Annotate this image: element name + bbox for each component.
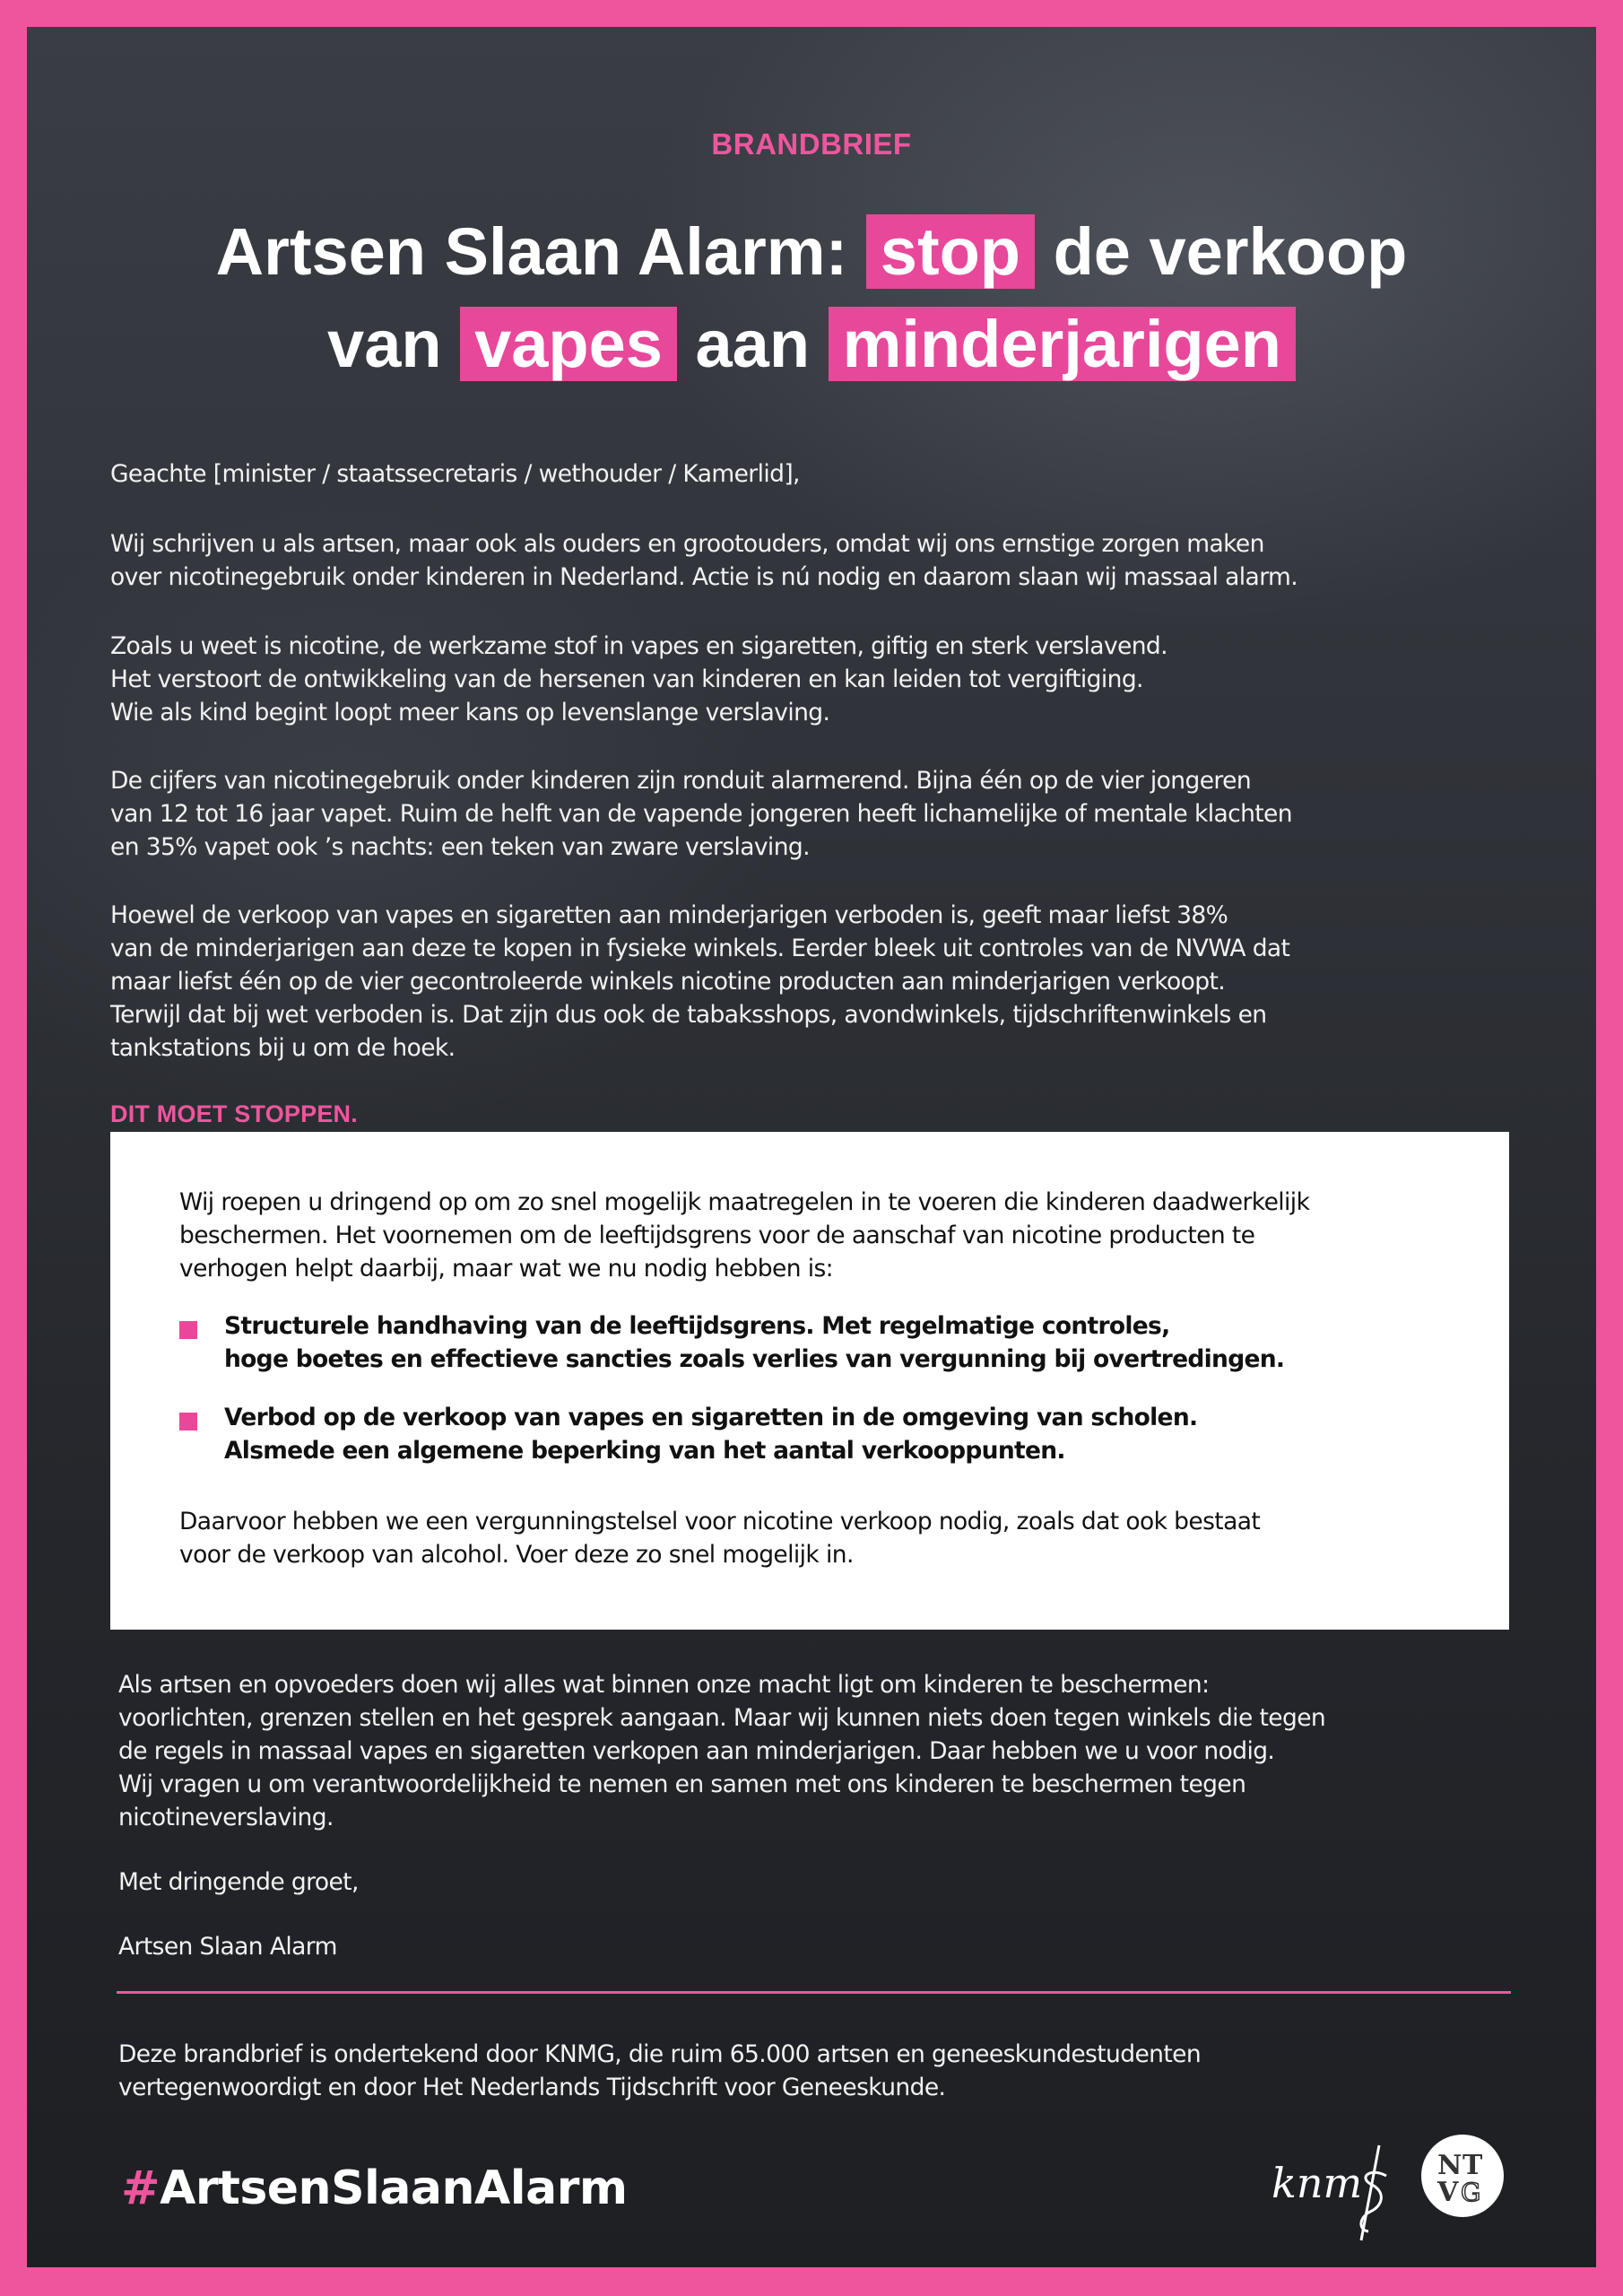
pink-square-bullet-icon — [179, 1413, 197, 1431]
title-text: Artsen Slaan Alarm: — [215, 214, 848, 289]
ntvg-logo-icon — [1421, 2135, 1504, 2217]
closing-paragraph: Als artsen en opvoeders doen wij alles wat binnen onze macht ligt om kinderen te beschermen: voorlichten, grenzen stellen en het gesprek aangaan. Maar wij kunnen niets doen tegen winkels die tegen de regels in massaal vapes en sigaretten verkopen aan minderjarigen. Daar hebben we u voor nodig. Wij vragen u om verantwoordelijkheid te nemen en samen met ons kinderen te beschermen tegen nicotineverslaving. — [118, 1671, 1326, 1831]
greeting: Met dringende groet, — [118, 1868, 359, 1896]
bullet-item-1: Structurele handhaving van de leeftijdsgrens. Met regelmatige controles, hoge boetes en effectieve sancties zoals verlies van vergunning bij overtredingen. — [224, 1312, 1285, 1373]
demands-box — [110, 1132, 1509, 1630]
ntvg-logo — [1421, 2135, 1504, 2217]
svg-text:G: G — [1461, 2178, 1481, 2207]
svg-text:T: T — [1462, 2150, 1483, 2181]
hash-symbol: # — [121, 2161, 161, 2215]
box-intro: Wij roepen u dringend op om zo snel mogelijk maatregelen in te voeren die kinderen daadwerkelijk beschermen. Het voornemen om de leeftijdsgrens voor de aanschaf van nicotine producten te verhogen helpt daarbij, maar wat we nu nodig hebben is: — [179, 1188, 1310, 1283]
salutation: Geachte [minister / staatssecretaris / wethouder / Kamerlid], — [110, 460, 800, 488]
dit-moet-stoppen-heading: DIT MOET STOPPEN. — [110, 1100, 358, 1127]
pink-square-bullet-icon — [179, 1321, 197, 1339]
knmg-logo — [1271, 2126, 1424, 2242]
brandbrief-label: BRANDBRIEF — [711, 127, 912, 161]
title-text: de verkoop — [1053, 214, 1408, 289]
signature: Artsen Slaan Alarm — [118, 1933, 337, 1961]
paragraph-2: Zoals u weet is nicotine, de werkzame stof in vapes en sigaretten, giftig en sterk verslavend. Het verstoort de ontwikkeling van de hersenen van kinderen en kan leiden tot vergiftiging. Wie als kind begint loopt meer kans op levenslange verslaving. — [110, 632, 1167, 726]
paragraph-4: Hoewel de verkoop van vapes en sigaretten aan minderjarigen verboden is, geeft maar liefst 38% van de minderjarigen aan deze te kopen in fysieke winkels. Eerder bleek uit controles van de NVWA dat maar liefst één op de vier gecontroleerde winkels nicotine producten aan minderjarigen verkoopt. Terwijl dat bij wet verboden is. Dat zijn dus ook de tabaksshops, avondwinkels, tijdschriftenwinkels en tankstations bij u om de hoek. — [110, 901, 1290, 1062]
letter-poster — [27, 27, 1596, 2267]
paragraph-3: De cijfers van nicotinegebruik onder kinderen zijn ronduit alarmerend. Bijna één op de vier jongeren van 12 tot 16 jaar vapet. Ruim de helft van de vapende jongeren heeft lichamelijke of mentale klachten en 35% vapet ook ’s nachts: een teken van zware verslaving. — [110, 767, 1292, 861]
knmg-logo-icon — [1271, 2126, 1424, 2242]
footer-note: Deze brandbrief is ondertekend door KNMG, die ruim 65.000 artsen en geneeskundestudenten vertegenwoordigt en door Het Nederlands Tijdschrift voor Geneeskunde. — [118, 2040, 1202, 2101]
title-highlight-stop: stop — [866, 214, 1035, 289]
hashtag — [121, 2161, 628, 2215]
title-text: van — [327, 307, 442, 381]
title-text: aan — [695, 307, 811, 381]
title-highlight-vapes: vapes — [460, 307, 677, 381]
hashtag-text: ArtsenSlaanAlarm — [160, 2161, 628, 2215]
bullet-item-2: Verbod op de verkoop van vapes en sigaretten in de omgeving van scholen. Alsmede een algemene beperking van het aantal verkooppunten. — [224, 1404, 1198, 1465]
divider — [117, 1991, 1511, 1994]
title-highlight-minderjarigen: minderjarigen — [829, 307, 1296, 381]
title-line-2 — [27, 303, 1596, 386]
title-line-1 — [27, 211, 1596, 293]
paragraph-1: Wij schrijven u als artsen, maar ook als ouders en grootouders, omdat wij ons ernstige zorgen maken over nicotinegebruik onder kinderen in Nederland. Actie is nú nodig en daarom slaan wij massaal alarm. — [110, 530, 1298, 591]
box-outro: Daarvoor hebben we een vergunningstelsel voor nicotine verkoop nodig, zoals dat ook bestaat voor de verkoop van alcohol. Voer deze zo snel mogelijk in. — [179, 1508, 1261, 1569]
svg-text:V: V — [1437, 2177, 1459, 2208]
svg-text:N: N — [1437, 2150, 1462, 2181]
svg-text:knm: knm — [1271, 2159, 1363, 2207]
